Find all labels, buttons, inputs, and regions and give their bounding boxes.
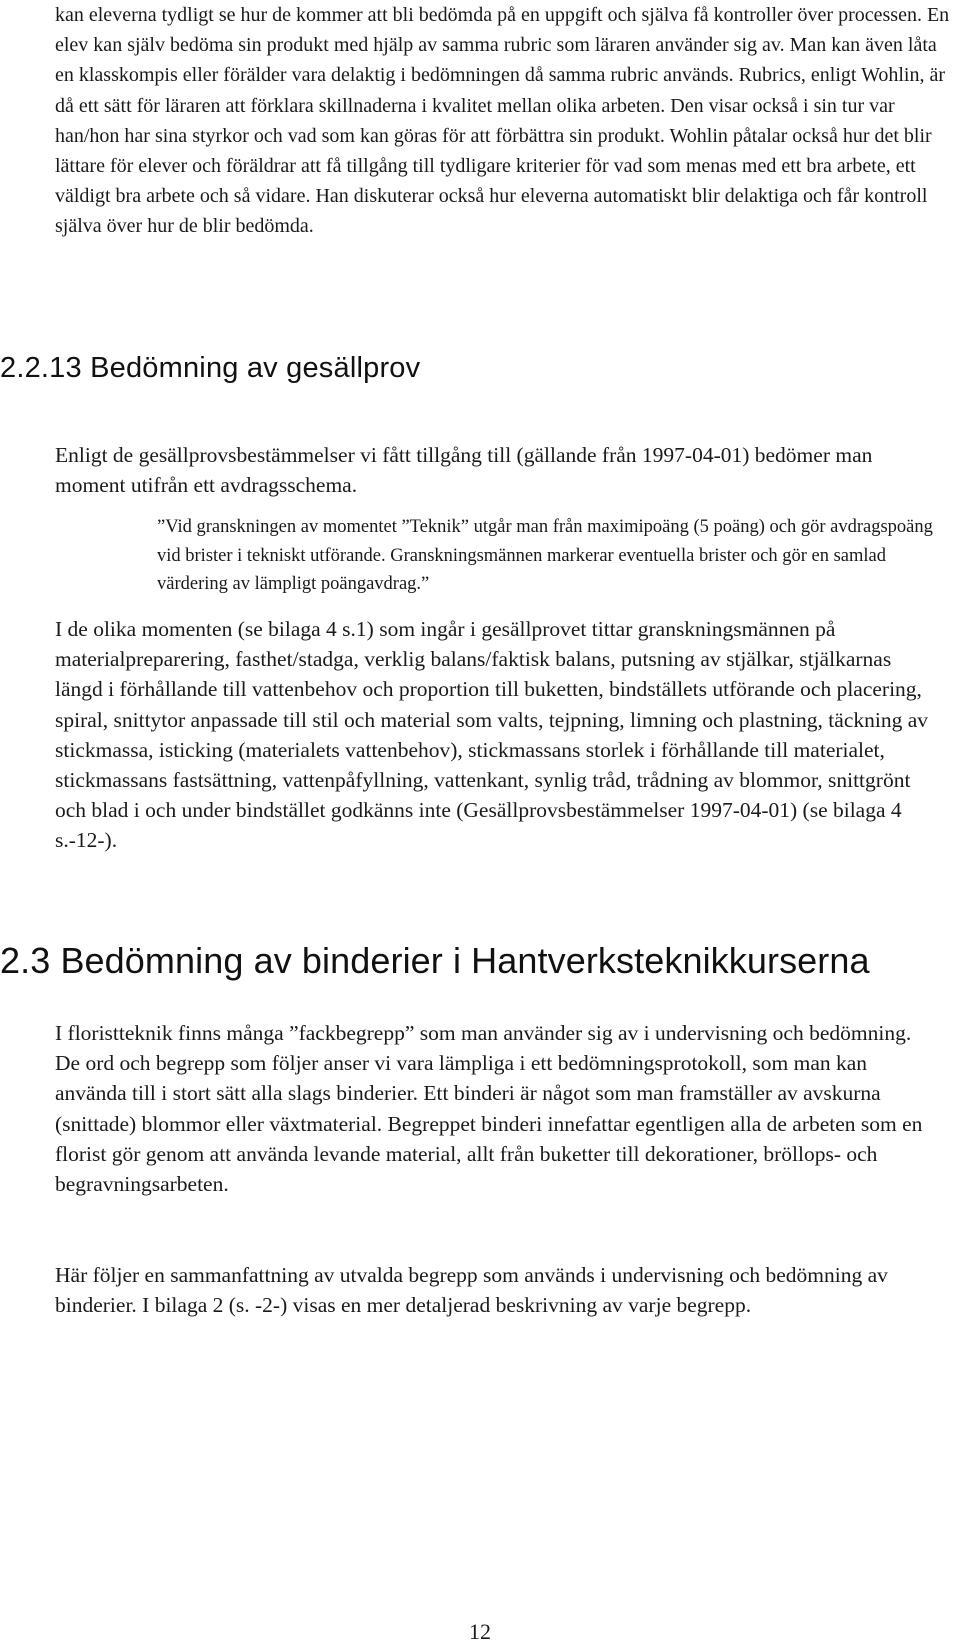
heading-binderier: 2.3 Bedömning av binderier i Hantverksteknikkurserna bbox=[0, 940, 870, 981]
page-number: 12 bbox=[469, 1619, 491, 1644]
paragraph-gesallprov-intro: Enligt de gesällprovsbestämmelser vi fått tillgång till (gällande från 1997-04-01) bedömer man moment utifrån ett avdragsschema. bbox=[55, 443, 873, 497]
block-quote: ”Vid granskningen av momentet ”Teknik” utgår man från maximipoäng (5 poäng) och gör avdragspoäng vid brister i tekniskt utförande. Granskningsmännen markerar eventuella brister och gör en samlad värdering av lämpligt poängavdrag.” bbox=[157, 517, 933, 594]
heading-gesallprov: 2.2.13 Bedömning av gesällprov bbox=[0, 352, 421, 384]
paragraph-gesallprov-details: I de olika momenten (se bilaga 4 s.1) som ingår i gesällprovet tittar granskningsmännen på materialpreparering, fasthet/stadga, verklig balans/faktisk balans, putsning av stjälkar, stjälkarnas längd i förhållande till vattenbehov och proportion till buketten, bindställets utförande och placering, spiral, snittytor anpassade till stil och material som valts, tejpning, limning och plastning, täckning av stickmassa, isticking (materialets vattenbehov), stickmassans storlek i förhållande till materialet, stickmassans fastsättning, vattenpåfyllning, vattenkant, synlig tråd, trådning av blommor, snittgrönt och blad i och under bindstället godkänns inte (Gesällprovsbestämmelser 1997-04-01) (se bilaga 4 s.-12-). bbox=[55, 617, 928, 853]
paragraph-binderier-summary: Här följer en sammanfattning av utvalda begrepp som används i undervisning och bedömning av binderier. I bilaga 2 (s. -2-) visas en mer detaljerad beskrivning av varje begrepp. bbox=[55, 1263, 888, 1318]
paragraph-rubrics: kan eleverna tydligt se hur de kommer att bli bedömda på en uppgift och själva få kontroller över processen. En elev kan själv bedöma sin produkt med hjälp av samma rubric som läraren använder sig av. Man kan även låta en klasskompis eller förälder vara delaktig i bedömningen då samma rubric används. Rubrics, enligt Wohlin, är då ett sätt för läraren att förklara skillnaderna i kvalitet mellan olika arbeten. Den visar också i sin tur var han/hon har sina styrkor och vad som kan göras för att förbättra sin produkt. Wohlin påtalar också hur det blir lättare för elever och föräldrar att få tillgång till tydligare kriterier för vad som menas med ett bra arbete, ett väldigt bra arbete och så vidare. Han diskuterar också hur eleverna automatiskt blir delaktiga och får kontroll själva över hur de blir bedömda. bbox=[55, 4, 950, 238]
paragraph-binderier-intro: I floristteknik finns många ”fackbegrepp” som man använder sig av i undervisning och bedömning. De ord och begrepp som följer anser vi vara lämpliga i ett bedömningsprotokoll, som man kan använda till i stort sätt alla slags binderier. Ett binderi är något som man framställer av avskurna (snittade) blommor eller växtmaterial. Begreppet binderi innefattar egentligen alla de arbeten som en florist gör genom att använda levande material, allt från buketter till dekorationer, bröllops- och begravningsarbeten. bbox=[55, 1021, 923, 1197]
